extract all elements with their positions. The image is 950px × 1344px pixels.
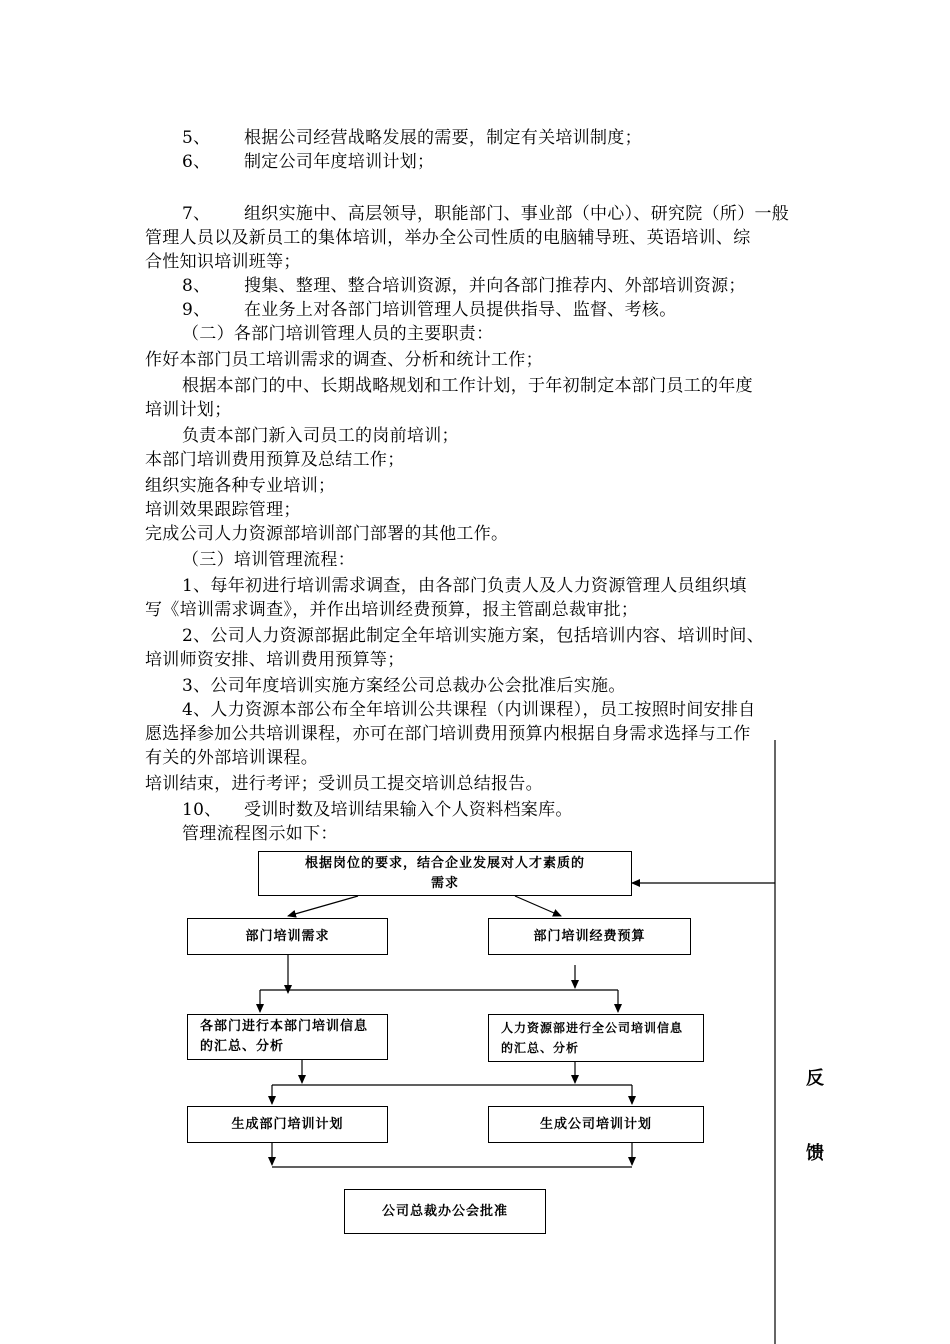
item-number: 7、 [182, 204, 211, 224]
arrow-to-dept-need [288, 896, 358, 916]
section-3-p2a: 2、公司人力资源部据此制定全年培训实施方案，包括培训内容、培训时间、 [182, 626, 765, 646]
flow-dept-plan-text: 生成部门培训计划 [231, 1116, 344, 1132]
flow-top-box [258, 851, 632, 896]
section-2-line-5: 组织实施各种专业培训； [145, 476, 336, 496]
flow-company-plan-box [488, 1106, 704, 1143]
section-3-p2b: 培训师资安排、培训费用预算等； [145, 650, 405, 670]
section-3-p4c: 有关的外部培训课程。 [145, 748, 318, 768]
section-3-p3: 3、公司年度培训实施方案经公司总裁办公会批准后实施。 [182, 676, 626, 696]
section-2-heading: （二）各部门培训管理人员的主要职责： [182, 324, 494, 344]
item-number: 6、 [182, 152, 211, 172]
section-3-p5: 培训结束，进行考评；受训员工提交培训总结报告。 [145, 774, 543, 794]
item-number: 8、 [182, 276, 211, 296]
flow-hr-summary-box [488, 1014, 704, 1062]
section-3-p1a: 1、每年初进行培训需求调查，由各部门负责人及人力资源管理人员组织填 [182, 576, 747, 596]
item-text: 制定公司年度培训计划； [244, 152, 435, 172]
item-text: 在业务上对各部门培训管理人员提供指导、监督、考核。 [244, 300, 677, 320]
flow-hr-summary-text: 人力资源部进行全公司培训信息的汇总、分析 [501, 1021, 684, 1055]
section-2-line-7: 完成公司人力资源部培训部门部署的其他工作。 [145, 524, 509, 544]
flow-approve-box [344, 1189, 546, 1234]
flow-dept-plan-box [187, 1106, 388, 1143]
item-text: 根据公司经营战略发展的需要，制定有关培训制度； [244, 128, 642, 148]
section-2-line-1: 作好本部门员工培训需求的调查、分析和统计工作； [145, 350, 543, 370]
flow-dept-need-box [187, 918, 388, 955]
flow-dept-summary-text: 各部门进行本部门培训信息的汇总、分析 [200, 1019, 369, 1054]
flow-dept-need-text: 部门培训需求 [245, 928, 330, 944]
section-2-line-2a: 根据本部门的中、长期战略规划和工作计划，于年初制定本部门员工的年度 [182, 376, 753, 396]
flow-top-text: 根据岗位的要求，结合企业发展对人才素质的需求 [304, 855, 585, 891]
flow-intro: 管理流程图示如下： [182, 824, 338, 844]
item-text: 受训时数及培训结果输入个人资料档案库。 [244, 800, 573, 820]
section-3-heading: （三）培训管理流程： [182, 550, 355, 570]
section-2-line-6: 培训效果跟踪管理； [145, 500, 301, 520]
section-2-line-2b: 培训计划； [145, 400, 232, 420]
section-3-p4a: 4、人力资源本部公布全年培训公共课程（内训课程），员工按照时间安排自 [182, 700, 756, 720]
item-7-cont-1: 管理人员以及新员工的集体培训，举办全公司性质的电脑辅导班、英语培训、综 [145, 228, 751, 248]
item-number: 10、 [182, 800, 222, 820]
flow-dept-budget-box [488, 918, 691, 955]
flow-approve-text: 公司总裁办公会批准 [381, 1203, 508, 1219]
feedback-label-1: 反 [806, 1068, 824, 1089]
section-2-line-4: 本部门培训费用预算及总结工作； [145, 450, 405, 470]
item-7-cont-2: 合性知识培训班等； [145, 252, 301, 272]
section-2-line-3: 负责本部门新入司员工的岗前培训； [182, 426, 459, 446]
item-number: 9、 [182, 300, 211, 320]
item-text: 搜集、整理、整合培训资源，并向各部门推荐内、外部培训资源； [244, 276, 746, 296]
arrow-to-dept-budget [515, 896, 561, 916]
feedback-label-2: 馈 [806, 1143, 824, 1164]
flow-dept-summary-box [187, 1014, 388, 1060]
section-3-p1b: 写《培训需求调查》，并作出培训经费预算，报主管副总裁审批； [145, 600, 639, 620]
item-number: 5、 [182, 128, 211, 148]
item-text: 组织实施中、高层领导，职能部门、事业部（中心）、研究院（所）一般 [244, 204, 790, 224]
section-3-p4b: 愿选择参加公共培训课程，亦可在部门培训费用预算内根据自身需求选择与工作 [145, 724, 751, 744]
flow-company-plan-text: 生成公司培训计划 [539, 1116, 652, 1132]
flow-dept-budget-text: 部门培训经费预算 [533, 928, 646, 944]
